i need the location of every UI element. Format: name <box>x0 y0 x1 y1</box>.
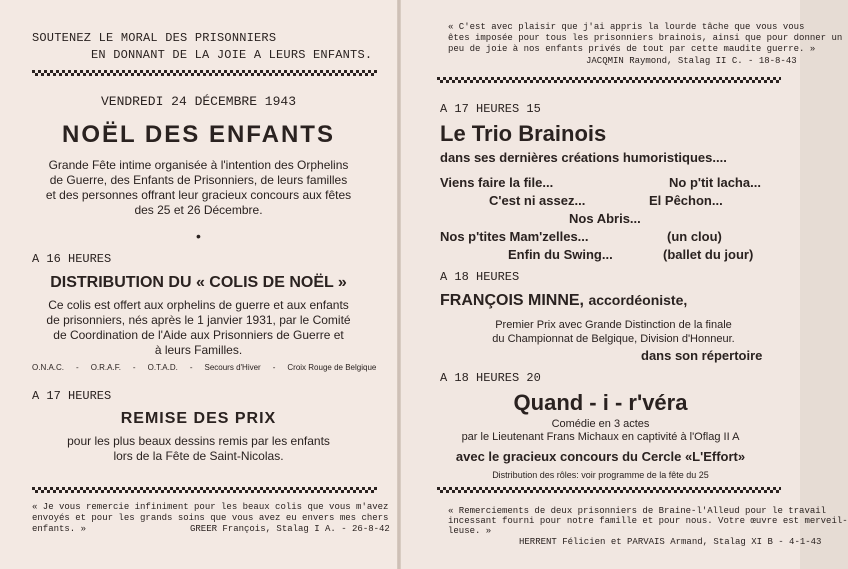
prix-line: lors de la Fête de Saint-Nicolas. <box>113 449 284 463</box>
quote-line: « C'est avec plaisir que j'ai appris la lourde tâche que vous vous <box>448 22 805 32</box>
song-7: Enfin du Swing... <box>508 247 613 262</box>
time-17h15: A 17 HEURES 15 <box>440 102 541 116</box>
colis-line: Ce colis est offert aux orphelins de guerre et aux enfants <box>48 298 349 312</box>
org-label: O.R.A.F. <box>90 363 121 372</box>
minne-line: Premier Prix avec Grande Distinction de la finale <box>495 319 732 331</box>
time-17h: A 17 HEURES <box>32 389 112 403</box>
header-line-1: SOUTENEZ LE MORAL DES PRISONNIERS <box>32 31 277 45</box>
org-label: O.T.A.D. <box>147 363 178 372</box>
section-prix-text <box>0 434 397 464</box>
right-page <box>401 0 848 569</box>
play-subtitle-4: Distribution des rôles: voir programme de la fête du 25 <box>492 470 709 480</box>
quote-jacqmin-signature: JACQMIN Raymond, Stalag II C. - 18-8-43 <box>586 56 797 66</box>
intro-line: de Guerre, des Enfants de Prisonniers, de leurs familles <box>49 173 348 187</box>
intro-line: des 25 et 26 Décembre. <box>134 203 263 217</box>
quote-line: leuse. » <box>448 526 492 536</box>
quote-herrent <box>448 506 848 536</box>
checker-divider-1 <box>32 70 377 77</box>
quote-jacqmin <box>448 22 842 55</box>
intro-text <box>0 158 397 218</box>
trio-title: Le Trio Brainois <box>440 121 607 146</box>
bullet: • <box>196 228 201 244</box>
checker-divider-2 <box>32 487 377 494</box>
time-18h: A 18 HEURES <box>440 270 520 284</box>
song-2: No p'tit lacha... <box>669 175 761 190</box>
quote-line: incessant fourni pour notre famille et pour nous. Votre œuvre est merveil- <box>448 516 848 526</box>
song-1: Viens faire la file... <box>440 175 554 190</box>
minne-name: FRANÇOIS MINNE, <box>440 292 584 309</box>
play-subtitle-3: avec le gracieux concours du Cercle «L'Effort» <box>455 449 746 464</box>
intro-line: et des personnes offrant leur gracieux concours aux fêtes <box>45 188 352 202</box>
song-6: Nos p'tites Mam'zelles... <box>440 229 589 244</box>
quote-line: « Je vous remercie infiniment pour les beaux colis que vous m'avez <box>32 502 389 512</box>
quote-line: êtes imposée pour tous les prisonniers brainois, ainsi que pour donner un <box>448 33 843 43</box>
checker-divider-4 <box>437 487 781 494</box>
song-5: Nos Abris... <box>569 211 641 226</box>
song-6-note: (un clou) <box>667 229 722 244</box>
quote-line: peu de joie à nos enfants privés de tout par cette maudite guerre. » <box>448 44 816 54</box>
org-label: Croix Rouge de Belgique <box>287 363 377 372</box>
trio-subtitle: dans ses dernières créations humoristiques.... <box>440 150 727 165</box>
event-date: VENDREDI 24 DÉCEMBRE 1943 <box>100 94 297 109</box>
colis-line: de prisonniers, nés après le 1 janvier 1931, par le Comité <box>46 313 351 327</box>
quote-herrent-signature: HERRENT Félicien et PARVAIS Armand, Stalag XI B - 4-1-43 <box>519 537 822 547</box>
quote-greer-signature: GREER François, Stalag I A. - 26-8-42 <box>190 524 390 534</box>
prix-line: pour les plus beaux dessins remis par les enfants <box>67 434 330 448</box>
play-title: Quand - i - r'véra <box>513 390 688 415</box>
section-prix-title: REMISE DES PRIX <box>120 410 277 427</box>
section-colis-title: DISTRIBUTION DU « COLIS DE NOËL » <box>50 274 347 291</box>
quote-line: envoyés et pour les grands soins que vous avez eu envers mes chers <box>32 513 389 523</box>
intro-line: Grande Fête intime organisée à l'intention des Orphelins <box>48 158 349 172</box>
song-3: C'est ni assez... <box>489 193 586 208</box>
minne-repertoire: dans son répertoire <box>641 348 763 363</box>
play-subtitle-1: Comédie en 3 actes <box>551 418 650 430</box>
minne-role: accordéoniste, <box>588 292 688 308</box>
quote-line: « Remerciements de deux prisonniers de Braine-l'Alleud pour le travail <box>448 506 827 516</box>
header-line-2: EN DONNANT DE LA JOIE A LEURS ENFANTS. <box>91 48 373 62</box>
minne-heading <box>440 292 687 310</box>
org-label: Secours d'Hiver <box>204 363 261 372</box>
minne-text <box>441 318 786 346</box>
time-18h20: A 18 HEURES 20 <box>440 371 541 385</box>
org-label: O.N.A.C. <box>32 363 65 372</box>
colis-line: à leurs Familles. <box>154 343 243 357</box>
song-4: El Pêchon... <box>649 193 723 208</box>
checker-divider-3 <box>437 77 781 84</box>
minne-line: du Championnat de Belgique, Division d'Honneur. <box>492 333 735 345</box>
colis-line: de Coordination de l'Aide aux Prisonniers de Guerre et <box>53 328 344 342</box>
time-16h: A 16 HEURES <box>32 252 112 266</box>
section-colis-text <box>0 298 397 358</box>
play-subtitle-2: par le Lieutenant Frans Michaux en captivité à l'Oflag II A <box>461 431 740 443</box>
left-page <box>0 0 397 569</box>
quote-line: enfants. » <box>32 524 87 534</box>
page-title: NOËL DES ENFANTS <box>62 121 335 148</box>
organisations: O.N.A.C. - O.R.A.F. - O.T.A.D. - Secours d'Hiver - Croix Rouge de Belgique <box>32 363 377 372</box>
song-7-note: (ballet du jour) <box>663 247 754 262</box>
